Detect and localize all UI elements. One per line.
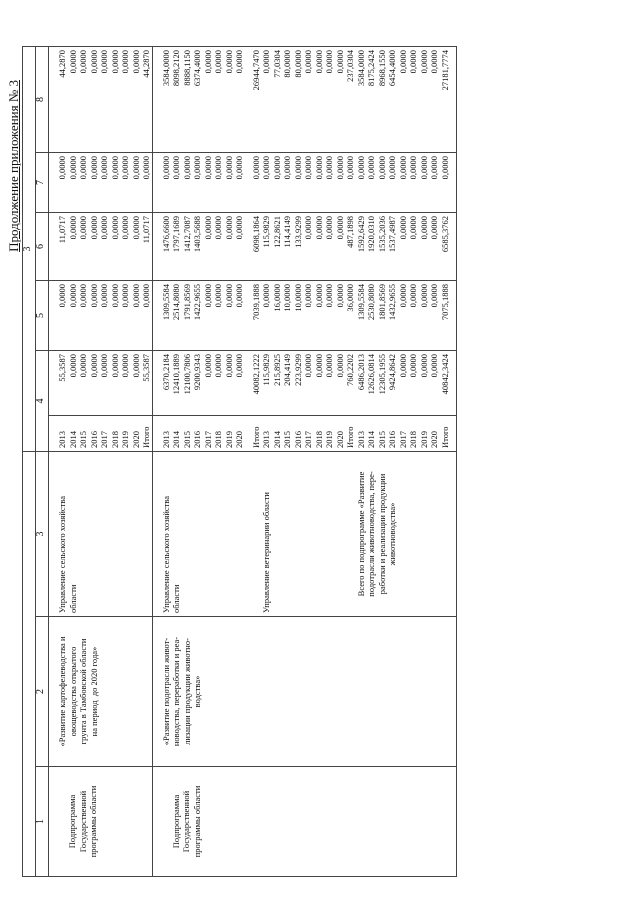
row-type-cell: Подпрограмма Государственной программы области [49,767,153,877]
subprogram-name-cell [261,617,356,767]
table-row [152,46,245,876]
value-cell: 1309,5584 2530,8080 1801,8569 1432,9655 0,0000 0,0000 0,0000 0,0000 7075,1888 [356,280,457,350]
header-col-2: 2 [36,617,49,767]
header-col-4: 4 [36,350,49,451]
table-row [245,46,262,876]
value-cell: 1476,6600 1797,1689 1412,7087 1403,5688 0,0000 0,0000 0,0000 0,0000 [152,212,245,280]
executor-cell: Управление ветеринарии области [261,451,356,616]
value-cell: 0,0000 0,0000 0,0000 0,0000 0,0000 0,0000 0,0000 0,0000 0,0000 [261,152,356,212]
executor-cell: Управление сельского хозяйства области [49,451,153,616]
row-type-cell [245,767,262,877]
value-cell: 0,0000 16,0000 10,0000 10,0000 0,0000 0,0000 0,0000 0,0000 36,0000 [261,280,356,350]
value-cell: 115,9829 215,8925 204,4149 223,9299 0,0000 0,0000 0,0000 0,0000 760,2202 [261,350,356,415]
header-row [36,46,49,876]
row-type-cell [356,767,457,877]
header-col-3: 3 [36,451,49,616]
header-col-5: 5 [36,280,49,350]
page-title: Продолжение приложения № 3 [6,80,21,252]
subprogram-name-cell [245,617,262,767]
subprogram-name-cell: «Развитие картофелеводства и овощеводства открытого грунта в Тамбовской области на период до 2020 года» [49,617,153,767]
subprogram-name-cell [356,617,457,767]
row-type-cell [261,767,356,877]
value-cell: 0,0000 0,0000 0,0000 0,0000 0,0000 0,0000 0,0000 0,0000 0,0000 [49,152,153,212]
header-col-1: 1 [36,767,49,877]
column-group-label: 3 [23,46,36,451]
value-cell: 0,0000 0,0000 0,0000 0,0000 0,0000 0,0000 0,0000 0,0000 0,0000 [356,152,457,212]
value-cell: 3584,0000 8175,2424 8968,1550 6454,4000 0,0000 0,0000 0,0000 0,0000 27181,7774 [356,46,457,152]
budget-table [22,46,457,877]
value-cell: 115,9829 122,8621 114,4149 133,9299 0,0000 0,0000 0,0000 0,0000 487,1898 [261,212,356,280]
value-cell: 6370,2184 12410,1889 12100,7806 9200,9343 0,0000 0,0000 0,0000 0,0000 [152,350,245,415]
value-cell: 40082,1222 [245,350,262,415]
years-cell: 2013 2014 2015 2016 2017 2018 2019 2020 Итого [261,415,356,451]
value-cell: 1592,6429 1920,0310 1535,2036 1537,4987 0,0000 0,0000 0,0000 0,0000 6585,3762 [356,212,457,280]
years-cell: 2013 2014 2015 2016 2017 2018 2019 2020 Итого [49,415,153,451]
row-type-cell: Подпрограмма Государственной программы области [152,767,245,877]
table-row [49,46,153,876]
header-col-6: 6 [36,212,49,280]
header-col-8: 8 [36,46,49,152]
value-cell: 3584,0000 8098,2120 8888,1150 6374,4000 0,0000 0,0000 0,0000 0,0000 [152,46,245,152]
value-cell: 0,0000 0,0000 0,0000 0,0000 0,0000 0,0000 0,0000 0,0000 [152,152,245,212]
value-cell: 44,2870 0,0000 0,0000 0,0000 0,0000 0,0000 0,0000 0,0000 44,2870 [49,46,153,152]
executor-cell [245,451,262,616]
header-col-7: 7 [36,152,49,212]
value-cell: 1309,5584 2514,8080 1791,8569 1422,9655 0,0000 0,0000 0,0000 0,0000 [152,280,245,350]
value-cell: 7039,1888 [245,280,262,350]
years-cell: 2013 2014 2015 2016 2017 2018 2019 2020 Итого [356,415,457,451]
value-cell: 6486,2013 12626,0814 12305,1955 9424,8642 0,0000 0,0000 0,0000 0,0000 40842,3424 [356,350,457,415]
value-cell: 0,0000 [245,152,262,212]
executor-cell: Управление сельского хозяйства области [152,451,245,616]
table-row [261,46,356,876]
executor-cell: Всего по подпрограмме «Развитие подотрасли животноводства, пере- работки и реализации продукции животноводства» [356,451,457,616]
column-group-row [23,46,36,876]
years-cell: Итого [245,415,262,451]
value-cell: 0,0000 0,0000 0,0000 0,0000 0,0000 0,0000 0,0000 0,0000 0,0000 [49,280,153,350]
value-cell: 6098,1864 [245,212,262,280]
value-cell: 11,0717 0,0000 0,0000 0,0000 0,0000 0,0000 0,0000 0,0000 11,0717 [49,212,153,280]
years-cell: 2013 2014 2015 2016 2017 2018 2019 2020 [152,415,245,451]
value-cell: 55,3587 0,0000 0,0000 0,0000 0,0000 0,0000 0,0000 0,0000 55,3587 [49,350,153,415]
table-row [356,46,457,876]
value-cell: 0,0000 77,0304 80,0000 80,0000 0,0000 0,0000 0,0000 0,0000 237,0304 [261,46,356,152]
subprogram-name-cell: «Развитие подотрасли живот- новодства, переработки и реа- лизации продукции животно- водства» [152,617,245,767]
value-cell: 26944,7470 [245,46,262,152]
